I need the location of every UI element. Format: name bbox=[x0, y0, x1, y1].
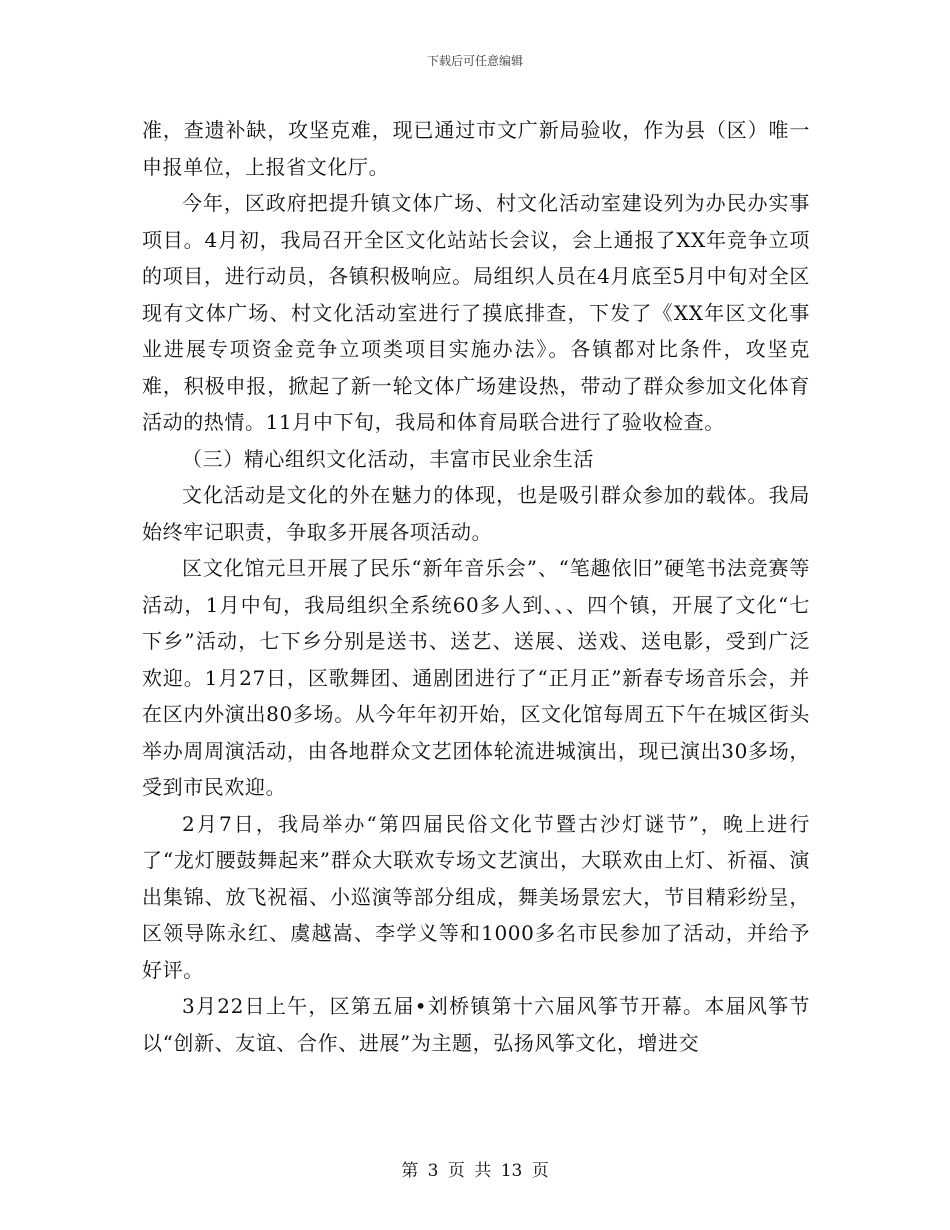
page-header: 下载后可任意编辑 bbox=[426, 54, 523, 68]
paragraph-continuation: 准，查遗补缺，攻坚克难，现已通过市文广新局验收，作为县（区）唯一申报单位，上报省文化厅。 bbox=[142, 118, 810, 179]
document-body bbox=[142, 112, 810, 1061]
paragraph: 2月7日，我局举办“第四届民俗文化节暨古沙灯谜节”，晚上进行了“龙灯腰鼓舞起来”群众大联欢专场文艺演出，大联欢由上灯、祈福、演出集锦、放飞祝福、小巡演等部分组成，舞美场景宏大，节目精彩纷呈，区领导陈永红、虞越嵩、李学义等和1000多名市民参加了活动，并给予好评。 bbox=[142, 811, 810, 982]
section-heading: （三）精心组织文化活动，丰富市民业余生活 bbox=[182, 446, 594, 471]
paragraph: 今年，区政府把提升镇文体广场、村文化活动室建设列为办民办实事项目。4月初，我局召开全区文化站站长会议，会上通报了XX年竞争立项的项目，进行动员，各镇积极响应。局组织人员在4月底至5月中旬对全区现有文体广场、村文化活动室进行了摸底排查，下发了《XX年区文化事业进展专项资金竞争立项类项目实施办法》。各镇都对比条件，攻坚克难，积极申报，掀起了新一轮文体广场建设热，带动了群众参加文化体育活动的热情。11月中下旬，我局和体育局联合进行了验收检查。 bbox=[142, 191, 810, 434]
paragraph: 文化活动是文化的外在魅力的体现，也是吸引群众参加的载体。我局始终牢记职责，争取多开展各项活动。 bbox=[142, 483, 810, 544]
paragraph: 区文化馆元旦开展了民乐“新年音乐会”、“笔趣依旧”硬笔书法竞赛等活动，1月中旬，我局组织全系统60多人到、、、四个镇，开展了文化“七下乡”活动，七下乡分别是送书、送艺、送展、送戏、送电影，受到广泛欢迎。1月27日，区歌舞团、通剧团进行了“正月正”新春专场音乐会，并在区内外演出80多场。从今年年初开始，区文化馆每周五下午在城区街头举办周周演活动，由各地群众文艺团体轮流进城演出，现已演出30多场，受到市民欢迎。 bbox=[142, 556, 810, 799]
page-footer: 第 3 页 共 13 页 bbox=[401, 1161, 549, 1181]
paragraph: 3月22日上午，区第五届•刘桥镇第十六届风筝节开幕。本届风筝节以“创新、友谊、合作、进展”为主题，弘扬风筝文化，增进交 bbox=[142, 994, 810, 1055]
